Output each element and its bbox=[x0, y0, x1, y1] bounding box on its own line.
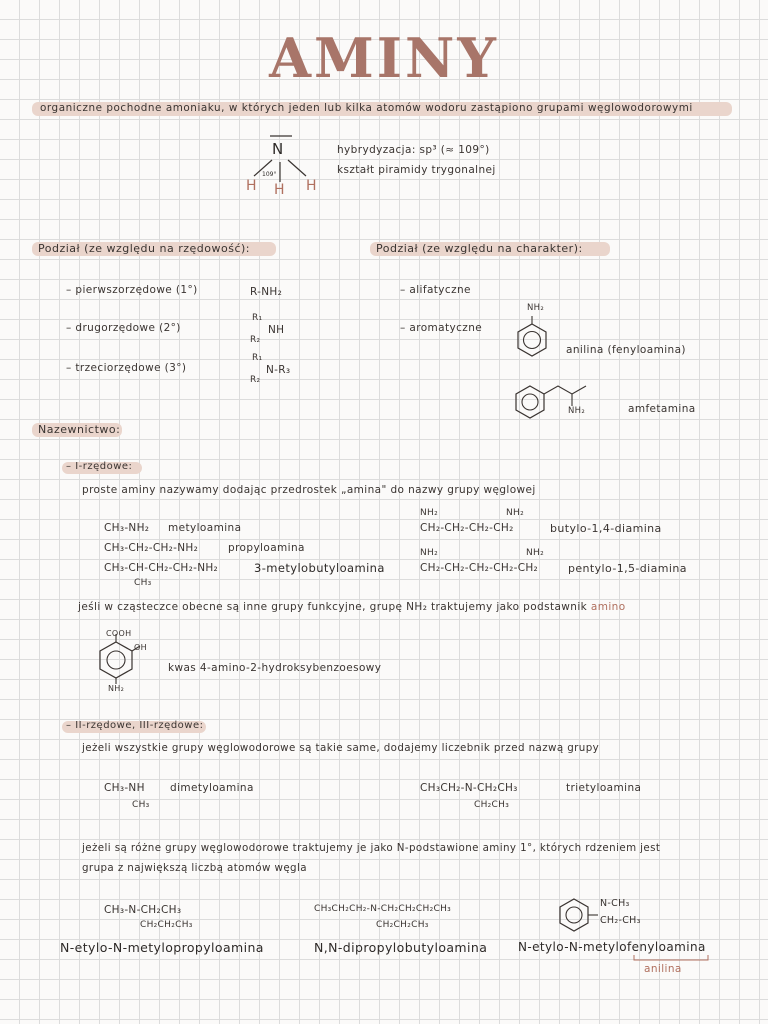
ex-butylo-top2: NH₂ bbox=[506, 508, 525, 518]
hybridization-text: hybrydyzacja: sp³ (≈ 109°) bbox=[337, 144, 490, 156]
ex-trietylo-name: trietyloamina bbox=[566, 782, 642, 794]
rz-item-3: – trzeciorzędowe (3°) bbox=[66, 362, 187, 374]
ex3-sub: CH₂CH₂CH₃ bbox=[140, 920, 193, 930]
ex4-name: N,N-dipropylobutyloamina bbox=[314, 940, 488, 955]
ex-trietylo-sub: CH₂CH₃ bbox=[474, 800, 510, 810]
ex-butylo-top1: NH₂ bbox=[420, 508, 439, 518]
ex-metylobutylo-name: 3-metylobutyloamina bbox=[254, 561, 385, 575]
ammonia-n: N bbox=[272, 140, 284, 158]
anilina-nh2: NH₂ bbox=[527, 303, 545, 313]
amfetamina-structure bbox=[514, 382, 594, 422]
ammonia-angle: 109° bbox=[262, 171, 277, 178]
ex4-formula: CH₃CH₂CH₂-N-CH₂CH₂CH₂CH₃ bbox=[314, 904, 452, 914]
rz-formula-1: R-NH₂ bbox=[250, 286, 283, 298]
second-third-rule2b: grupa z największą liczbą atomów węgla bbox=[82, 862, 307, 874]
ex-metyloamina-formula: CH₃-NH₂ bbox=[104, 522, 150, 534]
ex-dimetylo-name: dimetyloamina bbox=[170, 782, 254, 794]
first-order-rule: proste aminy nazywamy dodając przedrostek „amina" do nazwy grupy węglowej bbox=[82, 484, 536, 496]
rz-r1-2: R₁ bbox=[252, 313, 263, 323]
amfetamina-label: amfetamina bbox=[628, 403, 696, 415]
ex-pentylo-top1: NH₂ bbox=[420, 548, 439, 558]
ex5-note: anilina bbox=[644, 963, 682, 975]
ex-butylo-formula: CH₂-CH₂-CH₂-CH₂ bbox=[420, 522, 514, 534]
page-title: AMINY bbox=[269, 26, 499, 90]
ex-pentylo-formula: CH₂-CH₂-CH₂-CH₂-CH₂ bbox=[420, 562, 539, 574]
rz-item-1: – pierwszorzędowe (1°) bbox=[66, 284, 198, 296]
second-third-heading: – II-rzędowe, III-rzędowe: bbox=[66, 720, 204, 731]
first-order-heading: – I-rzędowe: bbox=[66, 461, 133, 472]
benzene-ring-anilina bbox=[514, 322, 550, 358]
ex-dimetylo-sub: CH₃ bbox=[132, 800, 150, 810]
ex-dimetylo-formula: CH₃-NH bbox=[104, 782, 145, 794]
ex-pentylo-top2: NH₂ bbox=[526, 548, 545, 558]
rz-formula-2: NH bbox=[268, 324, 285, 336]
podzial-charakter-heading: Podział (ze względu na charakter): bbox=[376, 242, 583, 255]
acid-oh: OH bbox=[134, 643, 147, 652]
ex-trietylo-formula: CH₃CH₂-N-CH₂CH₃ bbox=[420, 782, 518, 794]
first-order-note: jeśli w cząsteczce obecne są inne grupy funkcyjne, grupę NH₂ traktujemy jako podstawnik amino bbox=[78, 601, 626, 613]
rz-r2-2: R₂ bbox=[250, 335, 261, 345]
shape-text: kształt piramidy trygonalnej bbox=[337, 164, 496, 176]
definition-text: organiczne pochodne amoniaku, w których jeden lub kilka atomów wodoru zastąpiono grupami węglowodorowymi bbox=[40, 102, 693, 114]
ch-item-1: – alifatyczne bbox=[400, 284, 471, 296]
second-third-rule2a: jeżeli są różne grupy węglowodorowe traktujemy je jako N-podstawione aminy 1°, których rdzeniem jest bbox=[82, 842, 661, 854]
ex5-top: N-CH₃ bbox=[600, 898, 630, 909]
ammonia-h-left: H bbox=[246, 178, 257, 194]
ex-propyloamina-formula: CH₃-CH₂-CH₂-NH₂ bbox=[104, 542, 199, 554]
ex-propyloamina-name: propyloamina bbox=[228, 542, 305, 554]
ex-pentylo-name: pentylo-1,5-diamina bbox=[568, 562, 687, 575]
rz-item-2: – drugorzędowe (2°) bbox=[66, 322, 181, 334]
ex5-name: N-etylo-N-metylofenyloamina bbox=[518, 940, 706, 954]
ex-metylobutylo-formula: CH₃-CH-CH₂-CH₂-NH₂ bbox=[104, 562, 219, 574]
nazewnictwo-heading: Nazewnictwo: bbox=[38, 423, 121, 436]
rz-formula-3: N-R₃ bbox=[266, 364, 291, 376]
ex-butylo-name: butylo-1,4-diamina bbox=[550, 522, 662, 535]
rz-r2-3: R₂ bbox=[250, 375, 261, 385]
second-third-rule1: jeżeli wszystkie grupy węglowodorowe są takie same, dodajemy liczebnik przed nazwą grupy bbox=[82, 742, 600, 754]
benzene-ring-ex5 bbox=[556, 898, 592, 932]
rz-r1-3: R₁ bbox=[252, 353, 263, 363]
ex-metylobutylo-sub: CH₃ bbox=[134, 578, 152, 588]
ammonia-h-mid: H bbox=[274, 182, 285, 198]
ex5-sub: CH₂-CH₃ bbox=[600, 915, 641, 926]
ammonia-h-right: H bbox=[306, 178, 317, 194]
acid-cooh: COOH bbox=[106, 629, 132, 638]
amfetamina-nh2: NH₂ bbox=[568, 406, 586, 416]
acid-nh2: NH₂ bbox=[108, 684, 125, 693]
ex-metyloamina-name: metyloamina bbox=[168, 522, 242, 534]
ex4-sub: CH₂CH₂CH₃ bbox=[376, 920, 429, 930]
anilina-label: anilina (fenyloamina) bbox=[566, 344, 686, 356]
podzial-rzedowosc-heading: Podział (ze względu na rzędowość): bbox=[38, 242, 250, 255]
acid-name: kwas 4-amino-2-hydroksybenzoesowy bbox=[168, 662, 382, 674]
ex3-formula: CH₃-N-CH₂CH₃ bbox=[104, 904, 182, 916]
ex3-name: N-etylo-N-metylopropyloamina bbox=[60, 940, 264, 955]
benzene-ring-acid bbox=[96, 640, 136, 680]
ch-item-2: – aromatyczne bbox=[400, 322, 483, 334]
